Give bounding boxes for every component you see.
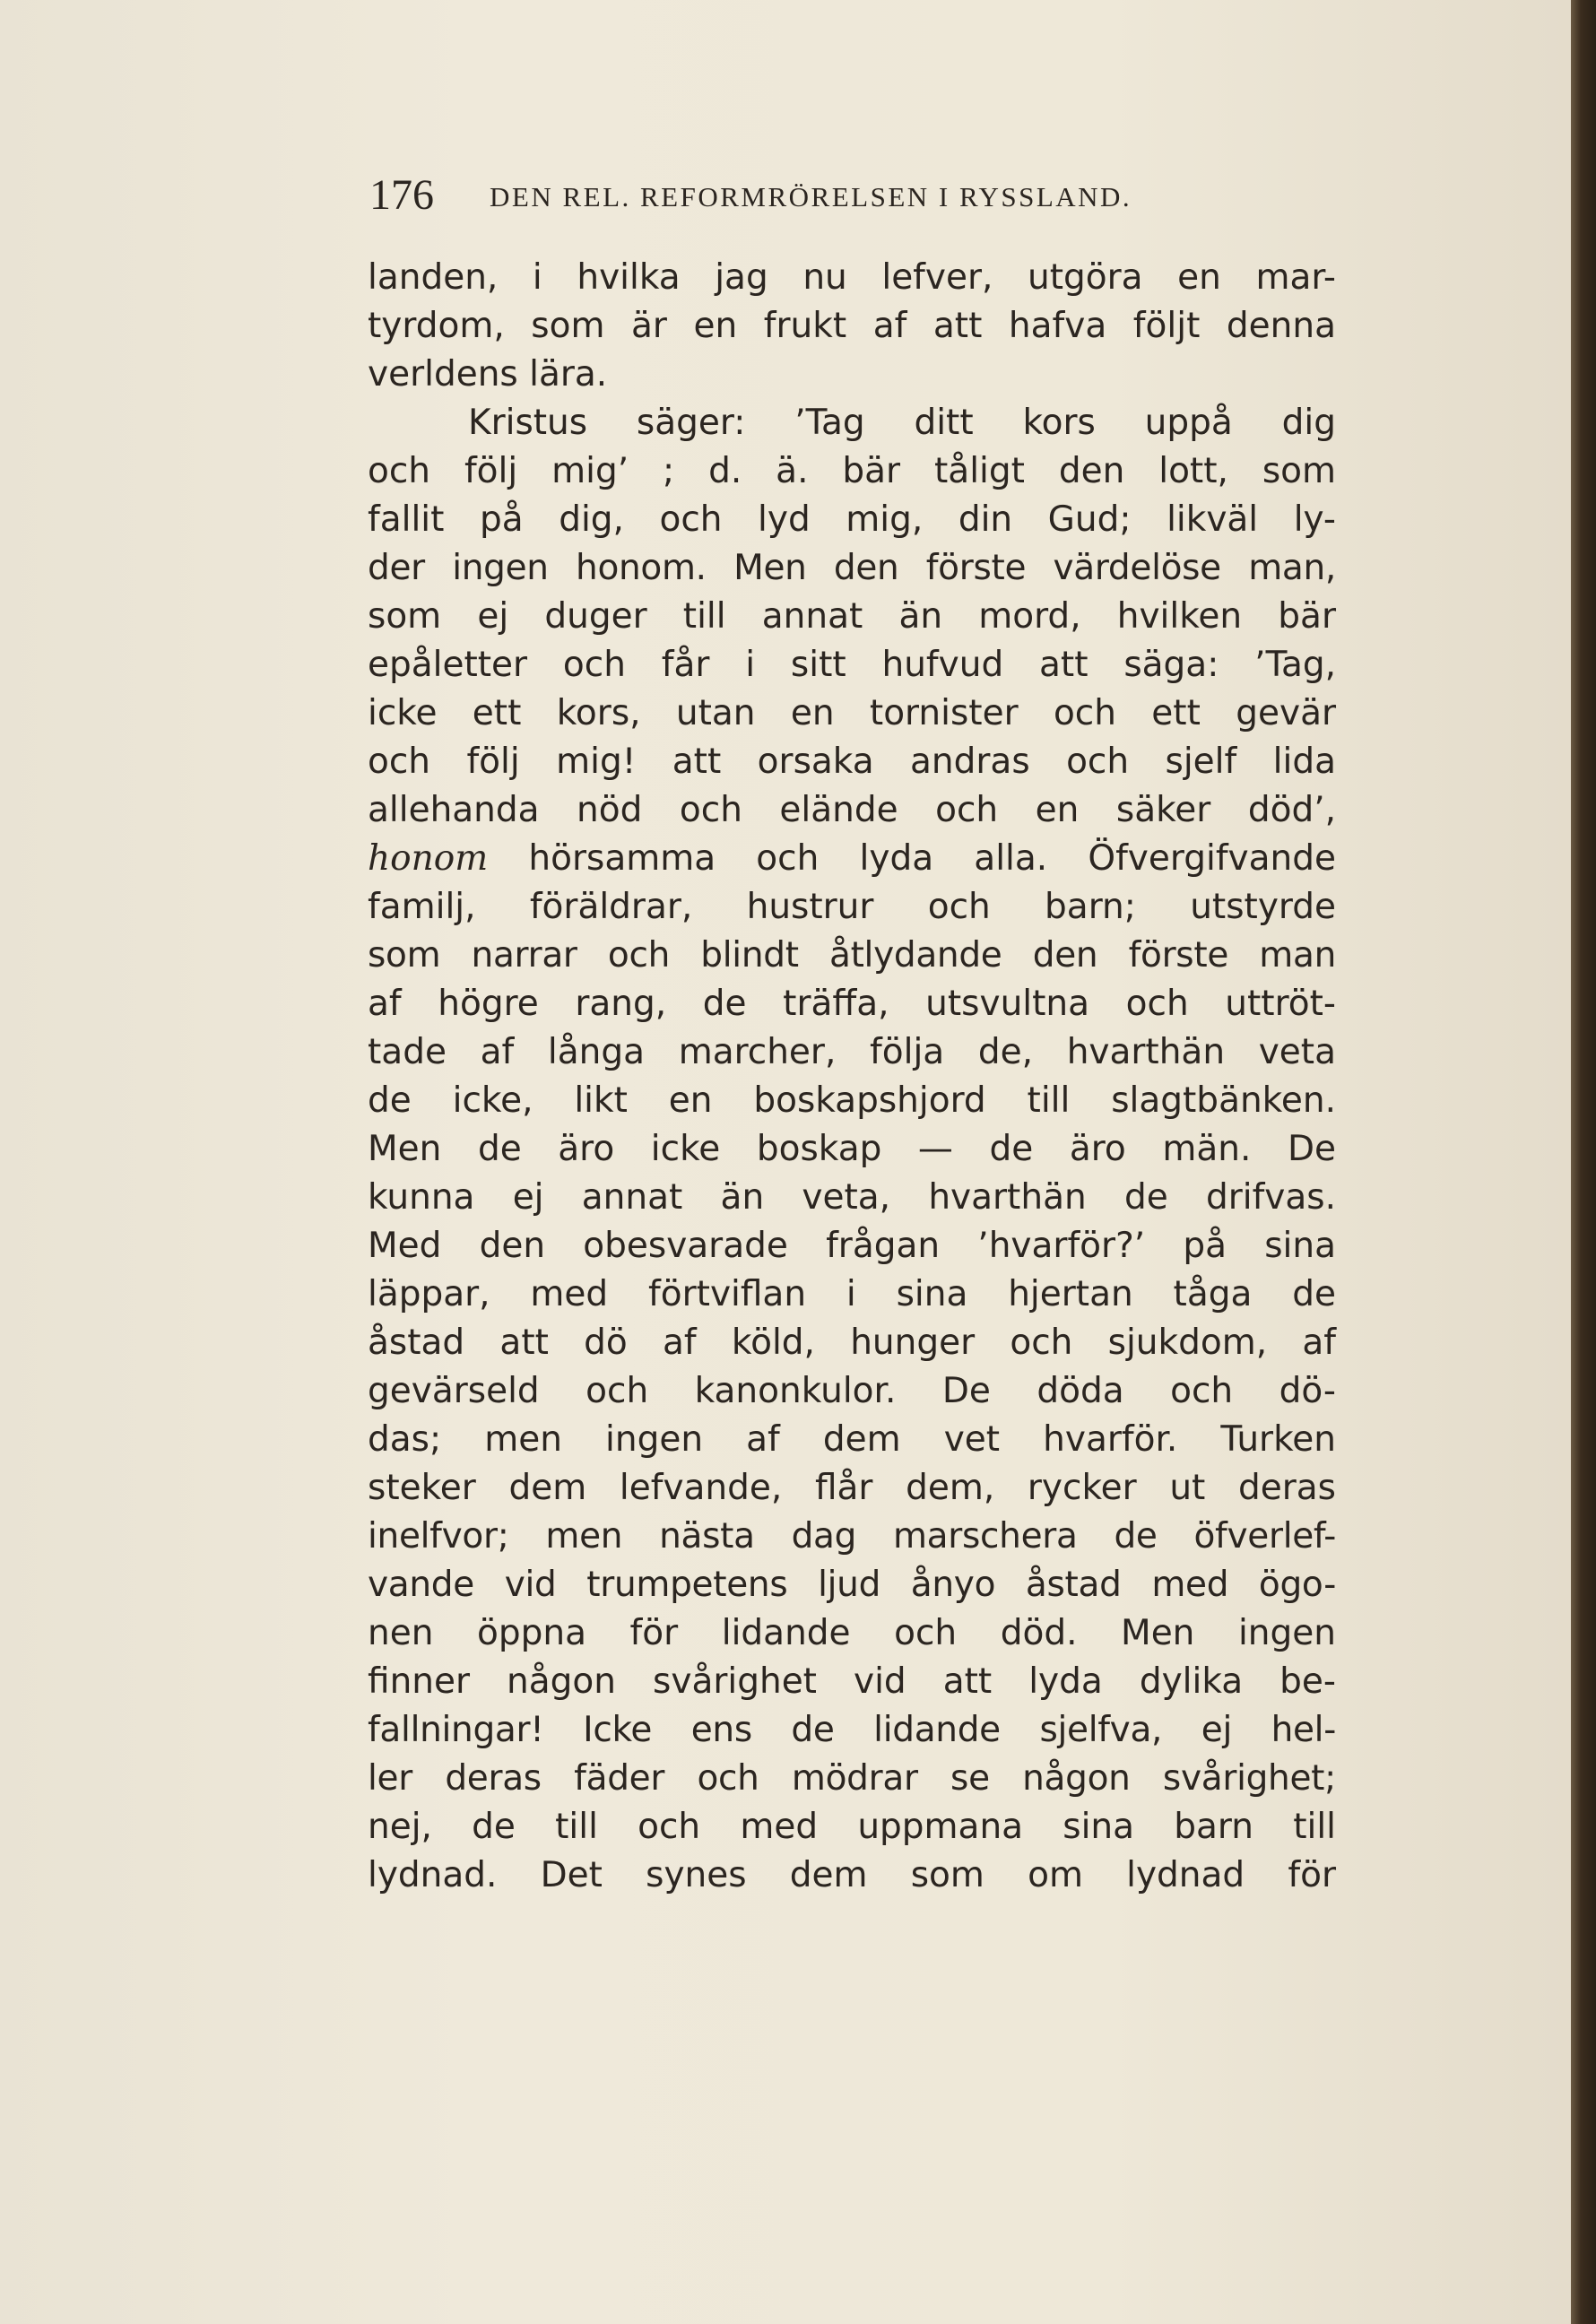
italic-word: honom xyxy=(368,838,489,879)
text-line: icke ett kors, utan en tornister och ett gevär xyxy=(368,693,1336,733)
text-line xyxy=(368,835,1336,883)
text-line: kunna ej annat än veta, hvarthän de drifvas. xyxy=(368,1177,1336,1218)
text-line: landen, i hvilka jag nu lefver, utgöra en mar- xyxy=(368,257,1336,298)
text-line: fallningar! Icke ens de lidande sjelfva, ej hel- xyxy=(368,1710,1336,1750)
text-line: nen öppna för lidande och död. Men ingen xyxy=(368,1613,1336,1653)
text-line: verldens lära. xyxy=(368,354,608,395)
text-line: som narrar och blindt åtlydande den förste man xyxy=(368,935,1336,976)
text-line: vande vid trumpetens ljud ånyo åstad med ögo- xyxy=(368,1565,1336,1605)
text-line: af högre rang, de träffa, utsvultna och uttröt- xyxy=(368,984,1336,1024)
text-line: inelfvor; men nästa dag marschera de öfverlef- xyxy=(368,1516,1336,1557)
text-line: och följ mig! att orsaka andras och sjelf lida xyxy=(368,741,1336,782)
text-line: Men de äro icke boskap — de äro män. De xyxy=(368,1129,1336,1169)
text-line: tade af långa marcher, följa de, hvarthän veta xyxy=(368,1032,1336,1072)
book-binding-edge xyxy=(1571,0,1596,2324)
text-line: fallit på dig, och lyd mig, din Gud; likväl ly- xyxy=(368,499,1336,540)
text-line: de icke, likt en boskapshjord till slagtbänken. xyxy=(368,1080,1336,1121)
text-line: läppar, med förtviflan i sina hjertan tåga de xyxy=(368,1274,1336,1314)
text-line: nej, de till och med uppmana sina barn till xyxy=(368,1807,1336,1847)
text-line: steker dem lefvande, flår dem, rycker ut deras xyxy=(368,1468,1336,1508)
text-line: Kristus säger: ’Tag ditt kors uppå dig xyxy=(468,403,1336,443)
text-line: Med den obesvarade frågan ’hvarför?’ på sina xyxy=(368,1226,1336,1266)
text-line: lydnad. Det synes dem som om lydnad för xyxy=(368,1855,1336,1895)
text-line: finner någon svårighet vid att lyda dylika be- xyxy=(368,1661,1336,1702)
page-header xyxy=(369,169,1356,222)
text-line: epåletter och får i sitt hufvud att säga: ’Tag, xyxy=(368,645,1336,685)
text-line: och följ mig’ ; d. ä. bär tåligt den lott, som xyxy=(368,451,1336,491)
text-line: åstad att dö af köld, hunger och sjukdom, af xyxy=(368,1322,1336,1363)
text-line: som ej duger till annat än mord, hvilken bär xyxy=(368,596,1336,637)
text-line: tyrdom, som är en frukt af att hafva följt denna xyxy=(368,306,1336,346)
body-text xyxy=(368,254,1336,1900)
text-line: das; men ingen af dem vet hvarför. Turken xyxy=(368,1419,1336,1460)
text-line: familj, föräldrar, hustrur och barn; utstyrde xyxy=(368,887,1336,927)
text-line: allehanda nöd och elände och en säker död’, xyxy=(368,790,1336,830)
text-line: gevärseld och kanonkulor. De döda och dö- xyxy=(368,1371,1336,1411)
text-line: der ingen honom. Men den förste värdelöse man, xyxy=(368,548,1336,588)
page-number: 176 xyxy=(369,171,434,219)
text-segment: hörsamma och lyda alla. Öfvergifvande xyxy=(488,838,1336,879)
text-line: ler deras fäder och mödrar se någon svårighet; xyxy=(368,1758,1336,1799)
running-title: DEN REL. REFORMRÖRELSEN I RYSSLAND. xyxy=(490,181,1132,212)
